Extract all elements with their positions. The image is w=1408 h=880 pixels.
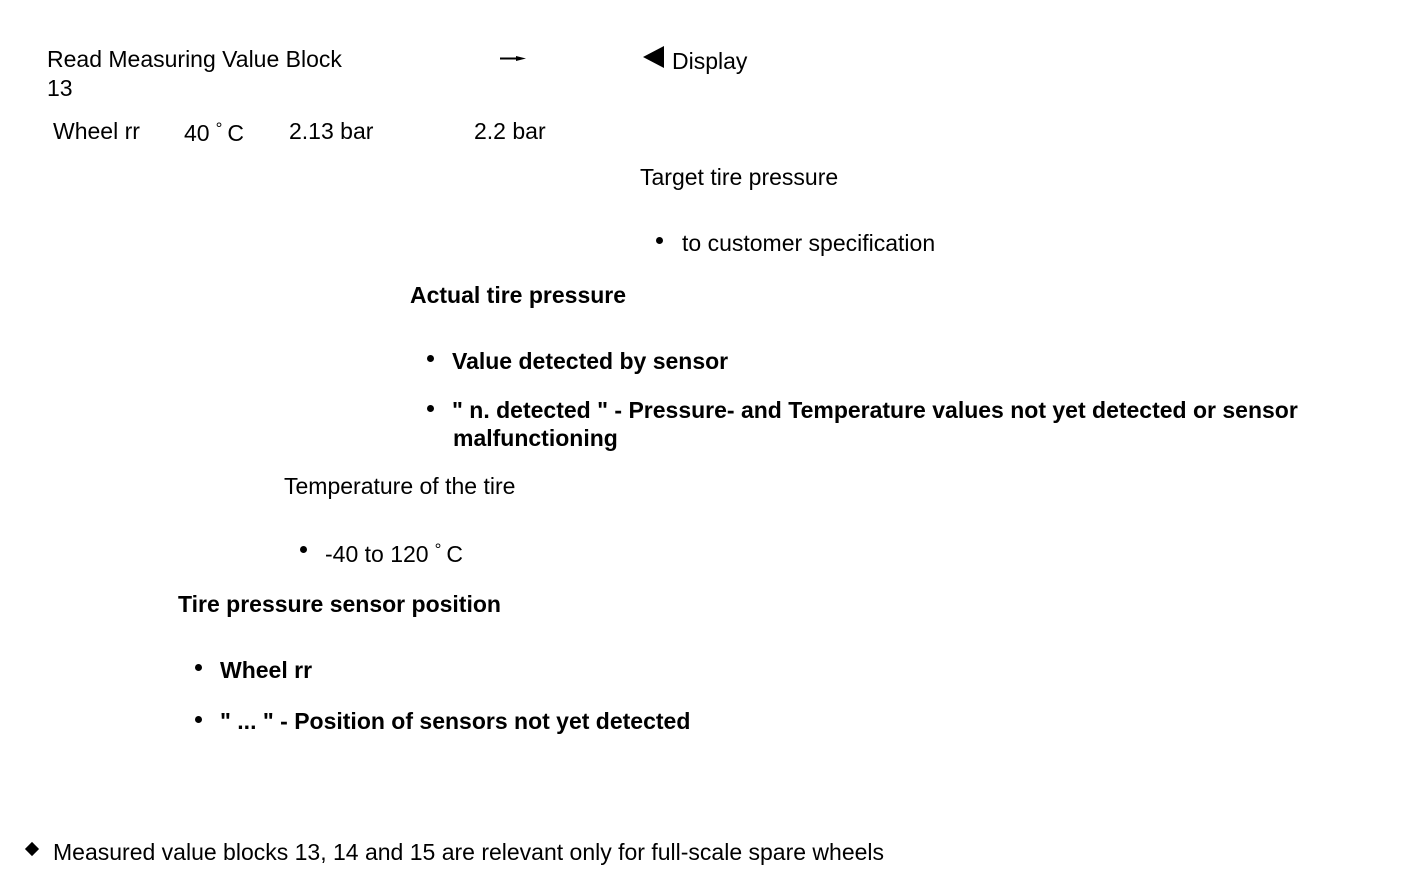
- wheel-value: Wheel rr: [53, 118, 140, 144]
- footnote: Measured value blocks 13, 14 and 15 are relevant only for full-scale spare wheels: [53, 839, 885, 865]
- degree-icon: °: [434, 540, 442, 559]
- temperature-value: 40 ° C: [184, 119, 245, 146]
- bullet-icon: [427, 405, 434, 412]
- triangle-left-icon: [643, 46, 664, 68]
- bullet-icon: [300, 546, 307, 553]
- actual-item-not-detected-cont: malfunctioning: [453, 425, 618, 451]
- block-title: Read Measuring Value Block: [47, 46, 342, 72]
- degree-icon: °: [215, 119, 223, 138]
- actual-item-not-detected: " n. detected " - Pressure- and Temperature values not yet detected or sensor: [452, 397, 1298, 423]
- actual-item-sensor: Value detected by sensor: [452, 348, 729, 374]
- diamond-bullet-icon: [25, 842, 39, 856]
- display-label: Display: [672, 48, 748, 74]
- position-item-not-detected: " ... " - Position of sensors not yet detected: [220, 708, 691, 734]
- temperature-heading: Temperature of the tire: [284, 473, 516, 499]
- position-heading: Tire pressure sensor position: [178, 591, 501, 617]
- bullet-icon: [195, 716, 202, 723]
- block-number: 13: [47, 75, 73, 101]
- bullet-icon: [427, 355, 434, 362]
- actual-pressure-value: 2.13 bar: [289, 118, 374, 144]
- bullet-icon: [656, 237, 663, 244]
- arrow-right-icon: [500, 56, 526, 61]
- target-pressure-heading: Target tire pressure: [640, 164, 839, 190]
- position-item-wheel: Wheel rr: [220, 657, 313, 683]
- bullet-icon: [195, 664, 202, 671]
- target-item: to customer specification: [682, 230, 936, 256]
- temperature-range: -40 to 120 ° C: [325, 540, 464, 567]
- actual-pressure-heading: Actual tire pressure: [410, 282, 627, 308]
- target-pressure-value: 2.2 bar: [474, 118, 546, 144]
